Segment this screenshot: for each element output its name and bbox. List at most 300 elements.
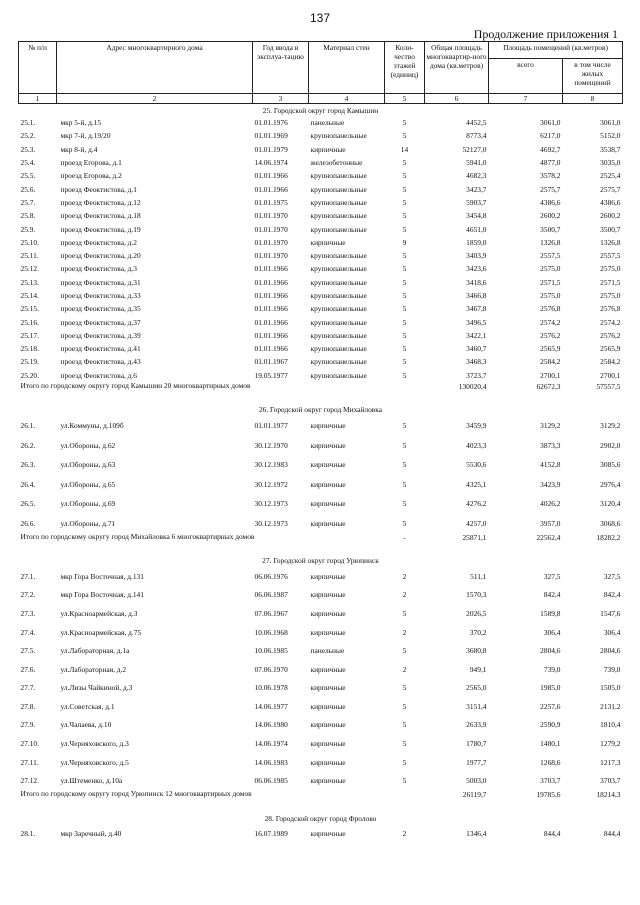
building-address: проезд Феоктистова, д.35 bbox=[60, 304, 141, 314]
row-number: 25.13. bbox=[20, 277, 39, 287]
living-area: 3085,6 bbox=[600, 460, 621, 470]
total-area: 4682,3 bbox=[466, 171, 487, 181]
living-area: 1505,0 bbox=[600, 683, 621, 693]
table-header bbox=[19, 42, 623, 104]
total-area: 4023,3 bbox=[466, 440, 487, 450]
floor-count: 5 bbox=[402, 370, 407, 380]
living-area: 2574,2 bbox=[600, 317, 621, 327]
building-address: ул.Черняховского, д.5 bbox=[60, 757, 129, 767]
commission-date: 19.05.1977 bbox=[254, 370, 288, 380]
premises-area-all: 2804,6 bbox=[540, 646, 561, 656]
premises-area-all: 2576,2 bbox=[540, 330, 561, 340]
premises-area-all: 1268,6 bbox=[540, 757, 561, 767]
premises-area-all: 2557,5 bbox=[540, 251, 561, 261]
floor-count: 2 bbox=[402, 590, 407, 600]
table-row bbox=[19, 513, 623, 533]
table-row bbox=[19, 169, 623, 182]
total-area: 1570,3 bbox=[466, 590, 487, 600]
premises-area-all: 2575,0 bbox=[540, 264, 561, 274]
living-area: 2584,2 bbox=[600, 357, 621, 367]
floor-count: 5 bbox=[402, 304, 407, 314]
wall-material: кирпичные bbox=[310, 499, 346, 509]
table-row bbox=[19, 660, 623, 679]
living-area: 2557,5 bbox=[600, 251, 621, 261]
column-number: 1 bbox=[19, 94, 57, 104]
apartment-buildings-table bbox=[18, 41, 623, 844]
total-area: 3403,9 bbox=[466, 251, 487, 261]
table-row bbox=[19, 236, 623, 249]
table-row bbox=[19, 249, 623, 262]
total-area: 1977,7 bbox=[466, 757, 487, 767]
premises-area-all: 2565,9 bbox=[540, 344, 561, 354]
commission-date: 01.01.1970 bbox=[254, 237, 288, 247]
floor-count: 5 bbox=[402, 264, 407, 274]
wall-material: железобетонные bbox=[310, 158, 363, 168]
header-total-area: Общая площадь многоквартир-ного дома (кв.метров) bbox=[425, 42, 489, 94]
wall-material: кирпичные bbox=[310, 460, 346, 470]
table-row bbox=[19, 182, 623, 195]
commission-date: 01.01.1975 bbox=[254, 197, 288, 207]
building-address: проезд Феоктистова, д.33 bbox=[60, 291, 141, 300]
table-row bbox=[19, 196, 623, 209]
building-address: мкр Гора Восточная, д.141 bbox=[60, 590, 144, 600]
row-number: 25.18. bbox=[20, 344, 39, 354]
commission-date: 01.01.1966 bbox=[254, 317, 288, 327]
section-total-living: 18282,2 bbox=[596, 532, 621, 542]
commission-date: 14.06.1977 bbox=[254, 701, 288, 711]
row-number: 25.4. bbox=[20, 158, 36, 168]
section-total-label: Итого по городскому округу город Камышин 20 многоквартирных домов bbox=[20, 380, 251, 390]
total-area: 1346,4 bbox=[466, 829, 487, 839]
column-number: 7 bbox=[489, 94, 563, 104]
floor-count: 5 bbox=[402, 224, 407, 234]
section-total-living: 57557,5 bbox=[596, 381, 621, 391]
premises-area-all: 4692,7 bbox=[540, 144, 561, 154]
commission-date: 30.12.1970 bbox=[254, 440, 288, 450]
row-number: 25.14. bbox=[20, 291, 39, 300]
premises-area-all: 327,5 bbox=[543, 571, 561, 581]
floor-count: 5 bbox=[402, 739, 407, 749]
building-address: проезд Феоктистова, д.18 bbox=[60, 211, 141, 221]
row-number: 26.5. bbox=[20, 499, 36, 509]
table-row bbox=[19, 494, 623, 514]
wall-material: крупнопанельные bbox=[310, 344, 367, 354]
commission-date: 14.06.1974 bbox=[254, 158, 288, 168]
total-area: 3151,4 bbox=[466, 701, 487, 711]
table-row bbox=[19, 455, 623, 475]
commission-date: 14.06.1980 bbox=[254, 720, 288, 730]
premises-area-all: 3703,7 bbox=[540, 776, 561, 786]
living-area: 3538,7 bbox=[600, 144, 621, 154]
row-number: 26.1. bbox=[20, 421, 36, 431]
premises-area-all: 2590,9 bbox=[540, 720, 561, 730]
floor-count: 5 bbox=[402, 757, 407, 767]
total-area: 5941,0 bbox=[466, 158, 487, 168]
building-address: проезд Феоктистова, д.43 bbox=[60, 357, 141, 367]
table-row bbox=[19, 262, 623, 275]
section-header-row bbox=[19, 555, 623, 567]
column-number: 8 bbox=[563, 94, 623, 104]
floor-count: 5 bbox=[402, 184, 407, 194]
building-address: проезд Феоктистова, д.37 bbox=[60, 317, 141, 327]
row-number: 27.9. bbox=[20, 720, 36, 730]
building-address: ул.Обороны, д.62 bbox=[60, 440, 116, 450]
commission-date: 06.06.1987 bbox=[254, 590, 288, 600]
table-row bbox=[19, 604, 623, 623]
floor-count: 5 bbox=[402, 251, 407, 261]
total-area: 3454,8 bbox=[466, 211, 487, 221]
row-number: 25.11. bbox=[20, 251, 39, 261]
building-address: ул.Лабораторная, д.1а bbox=[60, 646, 130, 656]
floor-count: 5 bbox=[402, 440, 407, 450]
wall-material: крупнопанельные bbox=[310, 304, 367, 314]
wall-material: крупнопанельные bbox=[310, 224, 367, 234]
section-total-floors bbox=[385, 790, 425, 812]
building-address: ул.Обороны, д.65 bbox=[60, 479, 116, 489]
premises-area-all: 1480,1 bbox=[540, 739, 561, 749]
commission-date: 01.01.1966 bbox=[254, 291, 288, 300]
premises-area-all: 2257,6 bbox=[540, 701, 561, 711]
row-number: 27.3. bbox=[20, 608, 36, 618]
section-header-row bbox=[19, 812, 623, 824]
section-total-area: 25871,1 bbox=[462, 532, 487, 542]
row-number: 27.10. bbox=[20, 739, 39, 749]
living-area: 2525,4 bbox=[600, 171, 621, 181]
table-body bbox=[19, 104, 623, 844]
commission-date: 30.12.1973 bbox=[254, 499, 288, 509]
premises-area-all: 306,4 bbox=[543, 627, 561, 637]
total-area: 3496,5 bbox=[466, 317, 487, 327]
section-title: 28. Городской округ город Фролово bbox=[264, 813, 377, 823]
table-row bbox=[19, 623, 623, 642]
wall-material: крупнопанельные bbox=[310, 184, 367, 194]
wall-material: крупнопанельные bbox=[310, 197, 367, 207]
floor-count: 5 bbox=[402, 277, 407, 287]
living-area: 3703,7 bbox=[600, 776, 621, 786]
wall-material: крупнопанельные bbox=[310, 370, 367, 380]
header-year: Год ввода в эксплуа-тацию bbox=[253, 42, 309, 94]
living-area: 3500,7 bbox=[600, 224, 621, 234]
premises-area-all: 3129,2 bbox=[540, 421, 561, 431]
floor-count: 5 bbox=[402, 171, 407, 181]
living-area: 1810,4 bbox=[600, 720, 621, 730]
total-area: 3468,3 bbox=[466, 357, 487, 367]
wall-material: крупнопанельные bbox=[310, 317, 367, 327]
commission-date: 01.01.1966 bbox=[254, 264, 288, 274]
commission-date: 07.06.1967 bbox=[254, 608, 288, 618]
header-premises-area: Площадь помещений (кв.метров) bbox=[489, 42, 623, 59]
table-row bbox=[19, 416, 623, 436]
wall-material: крупнопанельные bbox=[310, 357, 367, 367]
table-row bbox=[19, 771, 623, 790]
table-row bbox=[19, 289, 623, 302]
row-number: 25.20. bbox=[20, 370, 39, 380]
commission-date: 06.06.1985 bbox=[254, 776, 288, 786]
table-row bbox=[19, 435, 623, 455]
page-number: 137 bbox=[309, 11, 331, 25]
wall-material: крупнопанельные bbox=[310, 291, 367, 300]
floor-count: 5 bbox=[402, 683, 407, 693]
floor-count: 5 bbox=[402, 317, 407, 327]
living-area: 2571,5 bbox=[600, 277, 621, 287]
total-area: 949,1 bbox=[469, 664, 487, 674]
floor-count: 5 bbox=[402, 518, 407, 528]
commission-date: 01.01.1970 bbox=[254, 224, 288, 234]
premises-area-all: 3873,3 bbox=[540, 440, 561, 450]
living-area: 844,4 bbox=[603, 829, 621, 839]
total-area: 3466,8 bbox=[466, 291, 487, 300]
wall-material: кирпичные bbox=[310, 479, 346, 489]
floor-count: 5 bbox=[402, 608, 407, 618]
premises-area-all: 2700,1 bbox=[540, 370, 561, 380]
column-number: 5 bbox=[385, 94, 425, 104]
table-row bbox=[19, 567, 623, 586]
row-number: 28.1. bbox=[20, 829, 36, 839]
section-header-row bbox=[19, 404, 623, 416]
commission-date: 01.01.1970 bbox=[254, 251, 288, 261]
row-number: 26.2. bbox=[20, 440, 36, 450]
building-address: проезд Феоктистова, д.20 bbox=[60, 251, 141, 261]
table-row bbox=[19, 276, 623, 289]
building-address: ул.Красноармейская, д.75 bbox=[60, 627, 142, 637]
premises-area-all: 2576,8 bbox=[540, 304, 561, 314]
total-area: 8773,4 bbox=[466, 131, 487, 141]
row-number: 26.4. bbox=[20, 479, 36, 489]
wall-material: крупнопанельные bbox=[310, 264, 367, 274]
table-row bbox=[19, 143, 623, 156]
commission-date: 01.01.1976 bbox=[254, 118, 288, 128]
living-area: 2804,6 bbox=[600, 646, 621, 656]
total-area: 5903,7 bbox=[466, 197, 487, 207]
wall-material: кирпичные bbox=[310, 608, 346, 618]
wall-material: кирпичные bbox=[310, 739, 346, 749]
wall-material: кирпичные bbox=[310, 701, 346, 711]
commission-date: 10.06.1985 bbox=[254, 646, 288, 656]
row-number: 27.8. bbox=[20, 701, 36, 711]
row-number: 25.5. bbox=[20, 171, 36, 181]
premises-area-all: 6217,0 bbox=[540, 131, 561, 141]
total-area: 3423,6 bbox=[466, 264, 487, 274]
building-address: мкр Гора Восточная, д.131 bbox=[60, 571, 144, 581]
building-address: проезд Феоктистова, д.19 bbox=[60, 224, 141, 234]
premises-area-all: 4152,8 bbox=[540, 460, 561, 470]
commission-date: 10.06.1978 bbox=[254, 683, 288, 693]
floor-count: 5 bbox=[402, 131, 407, 141]
floor-count: 2 bbox=[402, 571, 407, 581]
floor-count: 5 bbox=[402, 197, 407, 207]
table-row bbox=[19, 329, 623, 342]
table-row bbox=[19, 302, 623, 315]
wall-material: панельные bbox=[310, 646, 345, 656]
premises-area-all: 2574,2 bbox=[540, 317, 561, 327]
total-area: 3467,8 bbox=[466, 304, 487, 314]
building-address: ул.Красноармейская, д.3 bbox=[60, 608, 138, 618]
premises-area-all: 1985,0 bbox=[540, 683, 561, 693]
floor-count: 5 bbox=[402, 211, 407, 221]
floor-count: 5 bbox=[402, 701, 407, 711]
table-row bbox=[19, 342, 623, 355]
column-number: 3 bbox=[253, 94, 309, 104]
floor-count: 5 bbox=[402, 344, 407, 354]
section-total-row bbox=[19, 790, 623, 812]
commission-date: 01.01.1966 bbox=[254, 171, 288, 181]
wall-material: крупнопанельные bbox=[310, 277, 367, 287]
row-number: 26.3. bbox=[20, 460, 36, 470]
header-material: Материал стен bbox=[309, 42, 385, 94]
building-address: проезд Феоктистова, д.2 bbox=[60, 237, 137, 247]
commission-date: 01.01.1966 bbox=[254, 330, 288, 340]
premises-area-all: 739,0 bbox=[543, 664, 561, 674]
floor-count: 5 bbox=[402, 357, 407, 367]
premises-area-all: 3957,0 bbox=[540, 518, 561, 528]
floor-count: 5 bbox=[402, 421, 407, 431]
living-area: 1326,8 bbox=[600, 237, 621, 247]
building-address: мкр 8-й, д.4 bbox=[60, 144, 98, 154]
total-area: 3460,7 bbox=[466, 344, 487, 354]
total-area: 1780,7 bbox=[466, 739, 487, 749]
table-row bbox=[19, 116, 623, 129]
building-address: проезд Феоктистова, д.12 bbox=[60, 197, 141, 207]
living-area: 2600,2 bbox=[600, 211, 621, 221]
row-number: 27.7. bbox=[20, 683, 36, 693]
building-address: ул.Чапаева, д.10 bbox=[60, 720, 112, 730]
commission-date: 07.06.1970 bbox=[254, 664, 288, 674]
premises-area-all: 1589,8 bbox=[540, 608, 561, 618]
row-number: 25.3. bbox=[20, 144, 36, 154]
total-area: 52127,0 bbox=[462, 144, 487, 154]
premises-area-all: 2571,5 bbox=[540, 277, 561, 287]
wall-material: кирпичные bbox=[310, 144, 346, 154]
floor-count: 2 bbox=[402, 829, 407, 839]
commission-date: 01.01.1970 bbox=[254, 211, 288, 221]
commission-date: 14.06.1974 bbox=[254, 739, 288, 749]
section-title: 27. Городской округ город Урюпинск bbox=[262, 556, 379, 566]
building-address: ул.Обороны, д.71 bbox=[60, 518, 116, 528]
wall-material: кирпичные bbox=[310, 683, 346, 693]
wall-material: кирпичные bbox=[310, 440, 346, 450]
commission-date: 06.06.1976 bbox=[254, 571, 288, 581]
floor-count: 14 bbox=[400, 144, 409, 154]
premises-area-all: 1326,8 bbox=[540, 237, 561, 247]
section-title: 26. Городской округ город Михайловка bbox=[258, 405, 383, 415]
living-area: 2576,2 bbox=[600, 330, 621, 340]
floor-count: 5 bbox=[402, 720, 407, 730]
building-address: ул.Лизы Чайкиной, д.3 bbox=[60, 683, 133, 693]
section-total-living: 18214,3 bbox=[596, 790, 621, 800]
appendix-continuation-label: Продолжение приложения 1 bbox=[473, 27, 618, 41]
column-number: 6 bbox=[425, 94, 489, 104]
table-row bbox=[19, 586, 623, 605]
living-area: 2976,4 bbox=[600, 479, 621, 489]
building-address: проезд Феоктистова, д.41 bbox=[60, 344, 141, 354]
floor-count: 5 bbox=[402, 158, 407, 168]
wall-material: кирпичные bbox=[310, 720, 346, 730]
floor-count: 2 bbox=[402, 627, 407, 637]
floor-count: 5 bbox=[402, 330, 407, 340]
row-number: 27.6. bbox=[20, 664, 36, 674]
header-floors: Коли-чество этажей (единиц) bbox=[385, 42, 425, 94]
premises-area-all: 2575,0 bbox=[540, 291, 561, 300]
living-area: 4386,6 bbox=[600, 197, 621, 207]
living-area: 739,0 bbox=[603, 664, 621, 674]
row-number: 27.5. bbox=[20, 646, 36, 656]
building-address: проезд Феоктистова, д.6 bbox=[60, 370, 137, 380]
living-area: 3035,0 bbox=[600, 158, 621, 168]
table-row bbox=[19, 679, 623, 698]
row-number: 25.6. bbox=[20, 184, 36, 194]
total-area: 3418,6 bbox=[466, 277, 487, 287]
table-row bbox=[19, 129, 623, 142]
floor-count: 5 bbox=[402, 460, 407, 470]
floor-count: 9 bbox=[402, 237, 407, 247]
wall-material: кирпичные bbox=[310, 627, 346, 637]
building-address: ул.Штеменко, д.10а bbox=[60, 776, 123, 786]
wall-material: кирпичные bbox=[310, 757, 346, 767]
header-address: Адрес многоквартирного дома bbox=[57, 42, 253, 94]
row-number: 25.7. bbox=[20, 197, 36, 207]
wall-material: кирпичные bbox=[310, 237, 346, 247]
commission-date: 10.06.1968 bbox=[254, 627, 288, 637]
wall-material: кирпичные bbox=[310, 776, 346, 786]
row-number: 27.11. bbox=[20, 757, 39, 767]
total-area: 3680,8 bbox=[466, 646, 487, 656]
row-number: 27.2. bbox=[20, 590, 36, 600]
wall-material: крупнопанельные bbox=[310, 330, 367, 340]
living-area: 2576,8 bbox=[600, 304, 621, 314]
total-area: 4257,0 bbox=[466, 518, 487, 528]
premises-area-all: 3578,2 bbox=[540, 171, 561, 181]
living-area: 327,5 bbox=[603, 571, 621, 581]
commission-date: 30.12.1973 bbox=[254, 518, 288, 528]
section-total-row bbox=[19, 382, 623, 404]
building-address: проезд Феоктистова, д.31 bbox=[60, 277, 141, 287]
total-area: 3723,7 bbox=[466, 370, 487, 380]
table-row bbox=[19, 734, 623, 753]
building-address: проезд Феоктистова, д.1 bbox=[60, 184, 137, 194]
wall-material: крупнопанельные bbox=[310, 211, 367, 221]
wall-material: кирпичные bbox=[310, 590, 346, 600]
commission-date: 01.01.1969 bbox=[254, 131, 288, 141]
premises-area-all: 3500,7 bbox=[540, 224, 561, 234]
section-total-premises-all: 22562,4 bbox=[536, 532, 561, 542]
row-number: 26.6. bbox=[20, 518, 36, 528]
total-area: 4325,1 bbox=[466, 479, 487, 489]
floor-count: 5 bbox=[402, 118, 407, 128]
commission-date: 14.06.1983 bbox=[254, 757, 288, 767]
commission-date: 01.01.1979 bbox=[254, 144, 288, 154]
living-area: 842,4 bbox=[603, 590, 621, 600]
total-area: 4276,2 bbox=[466, 499, 487, 509]
row-number: 27.1. bbox=[20, 571, 36, 581]
total-area: 4651,0 bbox=[466, 224, 487, 234]
living-area: 1217,3 bbox=[600, 757, 621, 767]
commission-date: 01.01.1967 bbox=[254, 357, 288, 367]
building-address: ул.Обороны, д.63 bbox=[60, 460, 116, 470]
section-title: 25. Городской округ город Камышин bbox=[262, 105, 379, 115]
commission-date: 30.12.1972 bbox=[254, 479, 288, 489]
row-number: 27.4. bbox=[20, 627, 36, 637]
building-address: проезд Феоктистова, д.39 bbox=[60, 330, 141, 340]
living-area: 3061,0 bbox=[600, 118, 621, 128]
table-row bbox=[19, 369, 623, 382]
living-area: 2575,0 bbox=[600, 291, 621, 300]
total-area: 3423,7 bbox=[466, 184, 487, 194]
table-row bbox=[19, 753, 623, 772]
premises-area-all: 2600,2 bbox=[540, 211, 561, 221]
column-numbers-row bbox=[19, 94, 623, 104]
total-area: 4452,5 bbox=[466, 118, 487, 128]
section-total-floors: - bbox=[403, 532, 406, 542]
